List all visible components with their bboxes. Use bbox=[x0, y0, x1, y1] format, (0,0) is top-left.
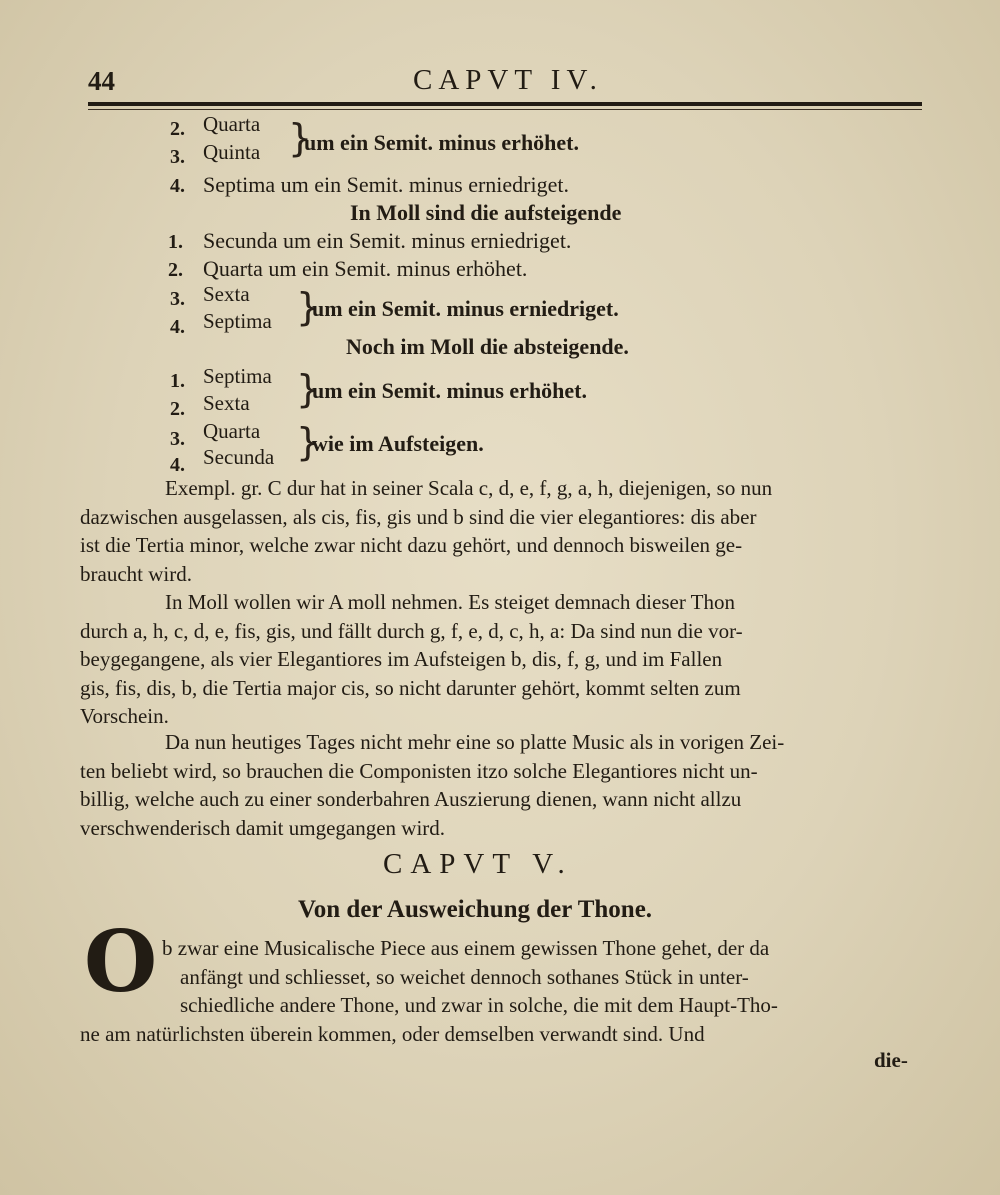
interval-number: 4. bbox=[170, 454, 185, 476]
text-line: anfängt und schliesset, so weichet dennoch sothanes Stück in unter- bbox=[180, 964, 749, 989]
grouping-brace: } bbox=[288, 116, 313, 160]
interval-number: 4. bbox=[170, 175, 185, 197]
text-line: verschwenderisch damit umgegangen wird. bbox=[80, 815, 446, 840]
text-line: Exempl. gr. C dur hat in seiner Scala c, d, e, f, g, a, h, diejenigen, so nun bbox=[165, 476, 773, 500]
interval-number: 3. bbox=[170, 288, 185, 310]
table-rule-text: um ein Semit. minus erhöhet. bbox=[312, 378, 587, 403]
text-line: Da nun heutiges Tages nicht mehr eine so platte Music als in vorigen Zei- bbox=[165, 730, 785, 754]
chapter-subtitle: Von der Ausweichung der Thone. bbox=[298, 896, 653, 923]
grouping-brace: } bbox=[296, 367, 321, 411]
text-line: ten beliebt wird, so brauchen die Componisten itzo solche Elegantiores nicht un- bbox=[80, 758, 758, 783]
text-line: b zwar eine Musicalische Piece aus einem gewissen Thone gehet, der da bbox=[162, 936, 770, 960]
page-number: 44 bbox=[88, 66, 115, 96]
table-rule-text: um ein Semit. minus erhöhet. bbox=[304, 130, 579, 155]
interval-name: Quarta bbox=[203, 112, 261, 136]
paragraph-a-moll bbox=[80, 588, 920, 731]
section-heading: In Moll sind die aufsteigende bbox=[350, 200, 622, 225]
text-line: In Moll wollen wir A moll nehmen. Es steiget demnach dieser Thon bbox=[165, 590, 736, 614]
text-line: gis, fis, dis, b, die Tertia major cis, so nicht darunter gehört, kommt selten zum bbox=[80, 675, 741, 700]
page-header bbox=[88, 62, 918, 98]
text-line: billig, welche auch zu einer sonderbahren Auszierung dienen, wann nicht allzu bbox=[80, 787, 742, 811]
interval-number: 2. bbox=[170, 398, 185, 420]
header-rule-thin bbox=[88, 109, 922, 110]
header-rule bbox=[88, 102, 922, 106]
interval-name: Quarta bbox=[203, 419, 261, 443]
interval-number: 1. bbox=[170, 370, 185, 392]
table-rule-text: Secunda um ein Semit. minus erniedriget. bbox=[203, 228, 572, 253]
text-line: beygegangene, als vier Elegantiores im Aufsteigen b, dis, f, g, und im Fallen bbox=[80, 647, 723, 671]
text-line: ist die Tertia minor, welche zwar nicht dazu gehört, und dennoch bisweilen ge- bbox=[80, 533, 743, 557]
interval-name: Sexta bbox=[203, 282, 250, 306]
interval-number: 1. bbox=[168, 231, 183, 253]
interval-name: Septima bbox=[203, 309, 272, 333]
text-line: durch a, h, c, d, e, fis, gis, und fällt durch g, f, e, d, c, h, a: Da sind nun die vor- bbox=[80, 618, 743, 643]
catchword: die- bbox=[874, 1048, 908, 1072]
section-heading: Noch im Moll die absteigende. bbox=[346, 334, 629, 359]
interval-name: Quinta bbox=[203, 140, 261, 164]
running-head: CAPVT IV. bbox=[413, 64, 603, 96]
interval-name: Sexta bbox=[203, 391, 250, 415]
interval-name: Septima bbox=[203, 364, 272, 388]
grouping-brace: } bbox=[296, 285, 321, 329]
paragraph-elegantiores bbox=[80, 728, 920, 842]
interval-number: 2. bbox=[170, 118, 185, 140]
interval-number: 3. bbox=[170, 428, 185, 450]
text-line: braucht wird. bbox=[80, 561, 192, 586]
table-rule-text: Septima um ein Semit. minus erniedriget. bbox=[203, 172, 569, 197]
drop-cap-initial: O bbox=[84, 912, 158, 1011]
text-line: ne am natürlichsten überein kommen, oder demselben verwandt sind. Und bbox=[80, 1021, 705, 1046]
interval-number: 3. bbox=[170, 146, 185, 168]
table-rule-text: wie im Aufsteigen. bbox=[312, 431, 484, 456]
text-line: schiedliche andere Thone, und zwar in solche, die mit dem Haupt-Tho- bbox=[180, 993, 778, 1017]
table-rule-text: um ein Semit. minus erniedriget. bbox=[312, 296, 619, 321]
text-line: dazwischen ausgelassen, als cis, fis, gis und b sind die vier elegantiores: dis aber bbox=[80, 504, 757, 529]
text-line: Vorschein. bbox=[80, 704, 169, 728]
paragraph-scale-c-dur bbox=[80, 474, 920, 588]
paragraph-ausweichung bbox=[80, 934, 920, 1048]
interval-number: 4. bbox=[170, 316, 185, 338]
grouping-brace: } bbox=[296, 420, 321, 464]
chapter-title: CAPVT V. bbox=[383, 848, 573, 880]
interval-number: 2. bbox=[168, 259, 183, 281]
table-rule-text: Quarta um ein Semit. minus erhöhet. bbox=[203, 256, 528, 281]
interval-name: Secunda bbox=[203, 445, 275, 469]
